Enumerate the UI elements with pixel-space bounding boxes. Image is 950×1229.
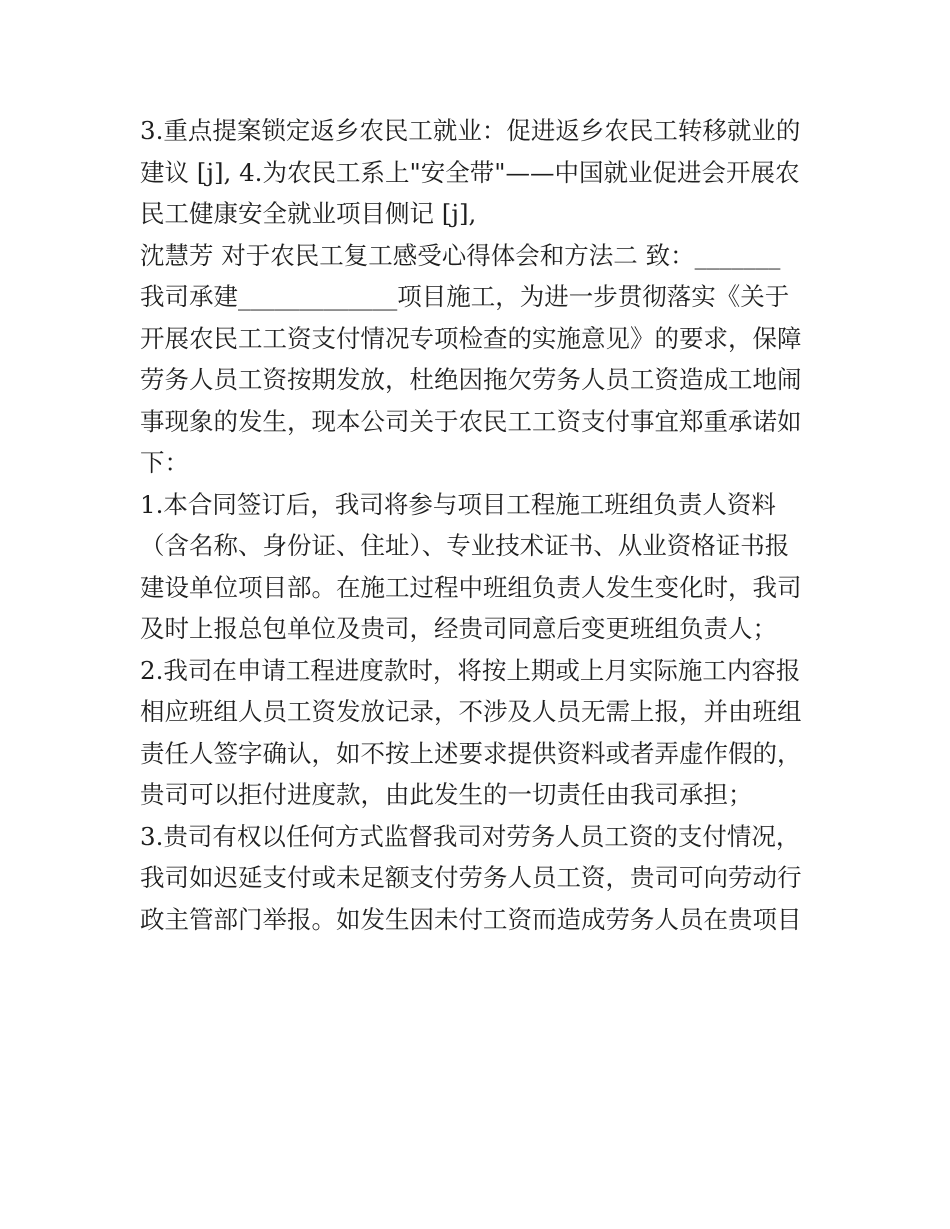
text-line: 建议 [j], 4.为农民工系上"安全带"——中国就业促进会开展农 [140,157,800,187]
text-line: 政主管部门举报。如发生因未付工资而造成劳务人员在贵项目 [140,904,802,934]
text-line: 建设单位项目部。在施工过程中班组负责人发生变化时，我司 [140,572,802,602]
document-body [140,110,830,940]
text-line: 3.重点提案锁定返乡农民工就业：促进返乡农民工转移就业的 [140,116,801,145]
text-line: 下： [140,448,189,477]
text-line: 民工健康安全就业项目侧记 [j], [140,199,477,228]
text-line: 开展农民工工资支付情况专项检查的实施意见》的要求，保障 [140,323,802,353]
text-line: 劳务人员工资按期发放，杜绝因拖欠劳务人员工资造成工地闹 [140,365,802,394]
text-line: 贵司可以拒付进度款，由此发生的一切责任由我司承担； [140,780,753,809]
text-line: 责任人签字确认，如不按上述要求提供资料或者弄虚作假的， [140,738,802,768]
text-line: 1.本合同签订后，我司将参与项目工程施工班组负责人资料 [140,489,776,519]
text-line: 3.贵司有权以任何方式监督我司对劳务人员工资的支付情况， [140,821,801,851]
text-line: 我司如迟延支付或未足额支付劳务人员工资，贵司可向劳动行 [140,863,802,892]
text-line: 及时上报总包单位及贵司，经贵司同意后变更班组负责人； [140,614,777,643]
text-line: 沈慧芳 对于农民工复工感受心得体会和方法二 致：_______ [140,240,781,270]
text-line: 事现象的发生，现本公司关于农民工工资支付事宜郑重承诺如 [140,406,802,436]
text-line: （含名称、身份证、住址）、专业技术证书、从业资格证书报 [140,531,790,560]
text-line: 2.我司在申请工程进度款时，将按上期或上月实际施工内容报 [140,655,801,685]
text-line: 相应班组人员工资发放记录，不涉及人员无需上报，并由班组 [140,697,802,726]
text-line: 我司承建_____________项目施工，为进一步贯彻落实《关于 [140,282,790,311]
